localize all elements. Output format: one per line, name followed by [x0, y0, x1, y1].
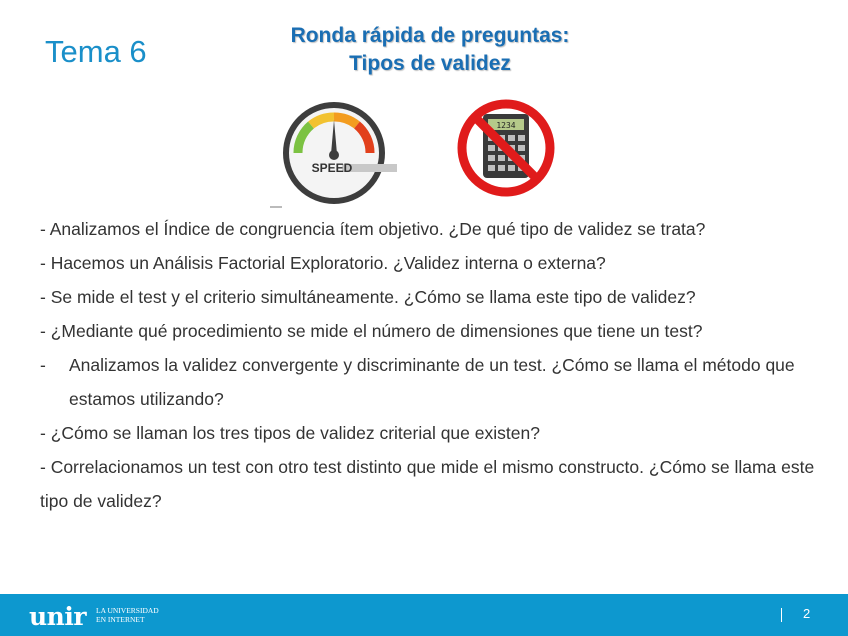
- no-calculator-icon: [448, 98, 566, 204]
- slide-title: [230, 22, 630, 78]
- calculator-display: 1234: [496, 121, 516, 130]
- logo-tagline-line-2: EN INTERNET: [96, 615, 145, 624]
- question-item: - Analizamos el Índice de congruencia ítem objetivo. ¿De qué tipo de validez se trata?: [40, 219, 706, 239]
- bullet: -: [40, 355, 46, 375]
- title-line-2: Tipos de validez: [349, 52, 511, 75]
- question-item: - Se mide el test y el criterio simultáneamente. ¿Cómo se llama este tipo de validez?: [40, 287, 696, 307]
- question-text: Analizamos la validez convergente y discriminante de un test. ¿Cómo se llama el método que estamos utilizando?: [69, 355, 795, 409]
- title-line-1: Ronda rápida de preguntas:: [290, 24, 570, 47]
- page-number: 2: [803, 606, 811, 621]
- question-item: - ¿Mediante qué procedimiento se mide el número de dimensiones que tiene un test?: [40, 321, 703, 341]
- slide-topic: Tema 6: [45, 34, 147, 69]
- question-item: [40, 348, 830, 416]
- unir-logo: unir: [29, 602, 87, 631]
- question-item: - Correlacionamos un test con otro test distinto que mide el mismo constructo. ¿Cómo se llama este tipo de validez?: [40, 457, 815, 511]
- question-item: - ¿Cómo se llaman los tres tipos de validez criterial que existen?: [40, 423, 540, 443]
- question-list: [40, 212, 830, 518]
- logo-tagline-line-1: LA UNIVERSIDAD: [96, 606, 159, 615]
- question-item: - Hacemos un Análisis Factorial Exploratorio. ¿Validez interna o externa?: [40, 253, 606, 273]
- logo-tagline: [96, 606, 159, 624]
- footer-bar: [0, 594, 848, 636]
- speed-label: SPEED: [311, 161, 353, 175]
- footer-separator: [781, 608, 782, 622]
- speedometer-icon: [280, 96, 400, 206]
- divider-mark: [270, 206, 282, 208]
